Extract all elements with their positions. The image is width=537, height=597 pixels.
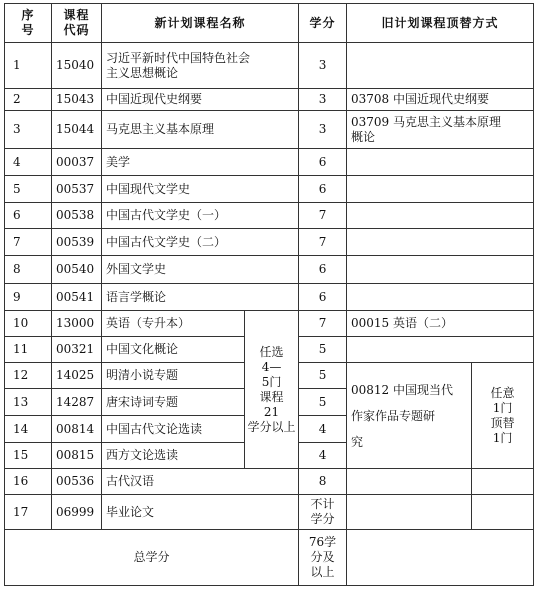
row-course-name: 中国文化概论 <box>102 337 245 363</box>
row-seq: 13 <box>5 389 52 416</box>
row-seq: 4 <box>5 149 52 176</box>
row-seq: 15 <box>5 443 52 469</box>
row-code: 00540 <box>52 256 102 284</box>
row-code: 15044 <box>52 111 102 149</box>
row-replacement <box>347 229 534 256</box>
row-credits: 5 <box>299 389 347 416</box>
row-course-name: 马克思主义基本原理 <box>102 111 299 149</box>
row-course-name: 唐宋诗词专题 <box>102 389 245 416</box>
header-seq: 序 号 <box>5 4 52 43</box>
row-seq: 7 <box>5 229 52 256</box>
row-code: 00814 <box>52 416 102 443</box>
elective-note: 任选 4— 5门 课程 21 学分以上 <box>245 311 299 469</box>
table-row <box>5 111 534 149</box>
row-code: 14025 <box>52 363 102 389</box>
row-seq: 1 <box>5 43 52 89</box>
row-code: 13000 <box>52 311 102 337</box>
row-replacement: 03709 马克思主义基本原理 概论 <box>347 111 534 149</box>
row-seq: 12 <box>5 363 52 389</box>
row-course-name: 语言学概论 <box>102 284 299 311</box>
row-seq: 2 <box>5 89 52 111</box>
row-credits: 5 <box>299 363 347 389</box>
table-row <box>5 43 534 89</box>
row-credits: 6 <box>299 256 347 284</box>
row-credits: 6 <box>299 176 347 203</box>
row-code: 00815 <box>52 443 102 469</box>
row-replacement <box>347 149 534 176</box>
row-seq: 17 <box>5 495 52 530</box>
row-credits: 6 <box>299 149 347 176</box>
table-row <box>5 256 534 284</box>
row-replacement: 03708 中国近现代史纲要 <box>347 89 534 111</box>
row-code: 06999 <box>52 495 102 530</box>
row-seq: 3 <box>5 111 52 149</box>
row-course-name: 中国古代文论选读 <box>102 416 245 443</box>
group-replacement-rule: 任意 1门 顶替 1门 <box>472 363 534 469</box>
table-row <box>5 229 534 256</box>
row-replacement <box>347 469 472 495</box>
table-row <box>5 495 534 530</box>
row-credits: 7 <box>299 203 347 229</box>
row-code: 15043 <box>52 89 102 111</box>
row-replacement <box>347 256 534 284</box>
row-course-name: 明清小说专题 <box>102 363 245 389</box>
row-seq: 8 <box>5 256 52 284</box>
row-course-name: 美学 <box>102 149 299 176</box>
row-replacement: 00015 英语（二） <box>347 311 534 337</box>
row-seq: 16 <box>5 469 52 495</box>
row-course-name: 中国古代文学史（二） <box>102 229 299 256</box>
row-credits: 5 <box>299 337 347 363</box>
row-credits: 3 <box>299 43 347 89</box>
row-course-name: 中国古代文学史（一） <box>102 203 299 229</box>
row-course-name: 习近平新时代中国特色社会 主义思想概论 <box>102 43 299 89</box>
row-code: 00538 <box>52 203 102 229</box>
row-code: 00536 <box>52 469 102 495</box>
row-replacement <box>347 203 534 229</box>
row-code: 00037 <box>52 149 102 176</box>
row-course-name: 中国近现代史纲要 <box>102 89 299 111</box>
row-replacement <box>347 495 472 530</box>
row-seq: 6 <box>5 203 52 229</box>
total-label: 总学分 <box>5 530 299 586</box>
table-row <box>5 89 534 111</box>
row-code: 14287 <box>52 389 102 416</box>
total-row <box>5 530 534 586</box>
header-credits: 学分 <box>299 4 347 43</box>
row-course-name: 古代汉语 <box>102 469 299 495</box>
row-replacement <box>347 43 534 89</box>
table-row <box>5 203 534 229</box>
table-row <box>5 149 534 176</box>
row-seq: 5 <box>5 176 52 203</box>
row-code: 00539 <box>52 229 102 256</box>
row-replacement-rule <box>472 495 534 530</box>
course-plan-table <box>4 3 534 586</box>
table-row <box>5 469 534 495</box>
row-course-name: 外国文学史 <box>102 256 299 284</box>
row-code: 00541 <box>52 284 102 311</box>
row-replacement <box>347 284 534 311</box>
row-credits: 6 <box>299 284 347 311</box>
row-credits: 8 <box>299 469 347 495</box>
row-replacement <box>347 176 534 203</box>
group-replacement-course: 00812 中国现当代 作家作品专题研 究 <box>347 363 472 469</box>
row-credits: 7 <box>299 311 347 337</box>
row-code: 00537 <box>52 176 102 203</box>
row-course-name: 英语（专升本） <box>102 311 245 337</box>
table-row <box>5 284 534 311</box>
header-code: 课程 代码 <box>52 4 102 43</box>
row-credits: 3 <box>299 89 347 111</box>
row-credits: 4 <box>299 443 347 469</box>
row-course-name: 西方文论选读 <box>102 443 245 469</box>
row-seq: 9 <box>5 284 52 311</box>
header-replacement: 旧计划课程顶替方式 <box>347 4 534 43</box>
header-course-name: 新计划课程名称 <box>102 4 299 43</box>
table-row <box>5 176 534 203</box>
row-code: 15040 <box>52 43 102 89</box>
total-credits: 76学 分及 以上 <box>299 530 347 586</box>
row-replacement <box>347 337 534 363</box>
table-row <box>5 311 534 337</box>
row-credits: 3 <box>299 111 347 149</box>
row-seq: 14 <box>5 416 52 443</box>
row-code: 00321 <box>52 337 102 363</box>
row-credits: 7 <box>299 229 347 256</box>
header-row <box>5 4 534 43</box>
row-seq: 10 <box>5 311 52 337</box>
total-replacement-empty <box>347 530 534 586</box>
row-credits: 4 <box>299 416 347 443</box>
row-seq: 11 <box>5 337 52 363</box>
row-course-name: 中国现代文学史 <box>102 176 299 203</box>
row-course-name: 毕业论文 <box>102 495 299 530</box>
row-credits: 不计 学分 <box>299 495 347 530</box>
row-replacement-rule <box>472 469 534 495</box>
